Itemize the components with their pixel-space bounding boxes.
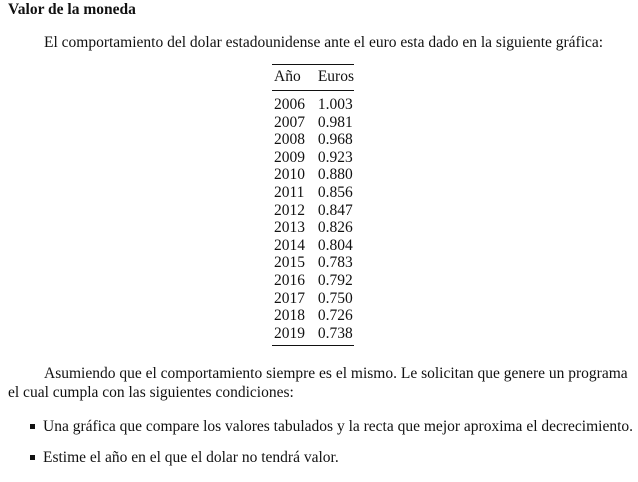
cell-year: 2014: [274, 236, 305, 254]
cell-year: 2011: [274, 183, 305, 201]
cell-euros: 0.847: [317, 201, 353, 219]
intro-text: El comportamiento del dolar estadounidense ante el euro esta dado en la siguiente gráfica:: [44, 34, 604, 51]
cell-euros: 0.826: [317, 219, 353, 237]
list-item: [30, 417, 633, 436]
table-row: [272, 237, 354, 255]
column-header-year: Año: [274, 68, 301, 85]
cell-year: 2015: [274, 254, 305, 272]
bullet-square-icon: [30, 424, 35, 429]
cell-euros: 0.792: [317, 271, 353, 289]
cell-year: 2012: [274, 201, 305, 219]
exchange-rate-table: [272, 64, 354, 346]
table-row: [272, 166, 354, 184]
cell-year: 2007: [274, 113, 305, 131]
page-title: Valor de la moneda: [8, 1, 136, 18]
cell-euros: 0.750: [317, 289, 353, 307]
list-item-text: Estime el año en el que el dolar no tendrá valor.: [43, 449, 339, 466]
cell-year: 2006: [274, 96, 305, 113]
table-row: [272, 131, 354, 149]
table-header-row: [272, 65, 354, 91]
cell-year: 2017: [274, 289, 305, 307]
cell-euros: 0.804: [317, 236, 353, 254]
cell-year: 2009: [274, 148, 305, 166]
table-row: [272, 290, 354, 308]
list-item-text: Una gráfica que compare los valores tabulados y la recta que mejor aproxima el decrecimiento.: [43, 418, 634, 435]
column-header-euros: Euros: [317, 68, 354, 85]
table-row: [272, 202, 354, 220]
table-row: [272, 184, 354, 202]
cell-euros: 0.968: [317, 131, 353, 149]
table-row: [272, 272, 354, 290]
table-row: [272, 91, 354, 114]
bullet-square-icon: [30, 455, 35, 460]
table-row: [272, 307, 354, 325]
table-row: [272, 149, 354, 167]
table-row: [272, 219, 354, 237]
requirements-list: [30, 417, 633, 467]
cell-year: 2013: [274, 219, 305, 237]
cell-year: 2010: [274, 166, 305, 184]
cell-year: 2018: [274, 307, 305, 325]
cell-euros: 0.923: [317, 148, 353, 166]
cell-euros: 1.003: [317, 96, 353, 113]
list-item: [30, 448, 633, 467]
table-row: [272, 254, 354, 272]
cell-euros: 0.738: [317, 324, 353, 342]
cell-euros: 0.783: [317, 254, 353, 272]
cell-year: 2019: [274, 324, 305, 342]
instructions-paragraph: Asumiendo que el comportamiento siempre es el mismo. Le solicitan que genere un programa el cual cumpla con las siguientes condiciones:: [8, 365, 628, 401]
table-row: [272, 114, 354, 132]
cell-year: 2016: [274, 271, 305, 289]
data-table: [272, 64, 354, 346]
cell-euros: 0.856: [317, 183, 353, 201]
cell-year: 2008: [274, 131, 305, 149]
cell-euros: 0.726: [317, 307, 353, 325]
table-row: [272, 325, 354, 346]
cell-euros: 0.880: [317, 166, 353, 184]
cell-euros: 0.981: [317, 113, 353, 131]
table-body: [272, 91, 354, 346]
